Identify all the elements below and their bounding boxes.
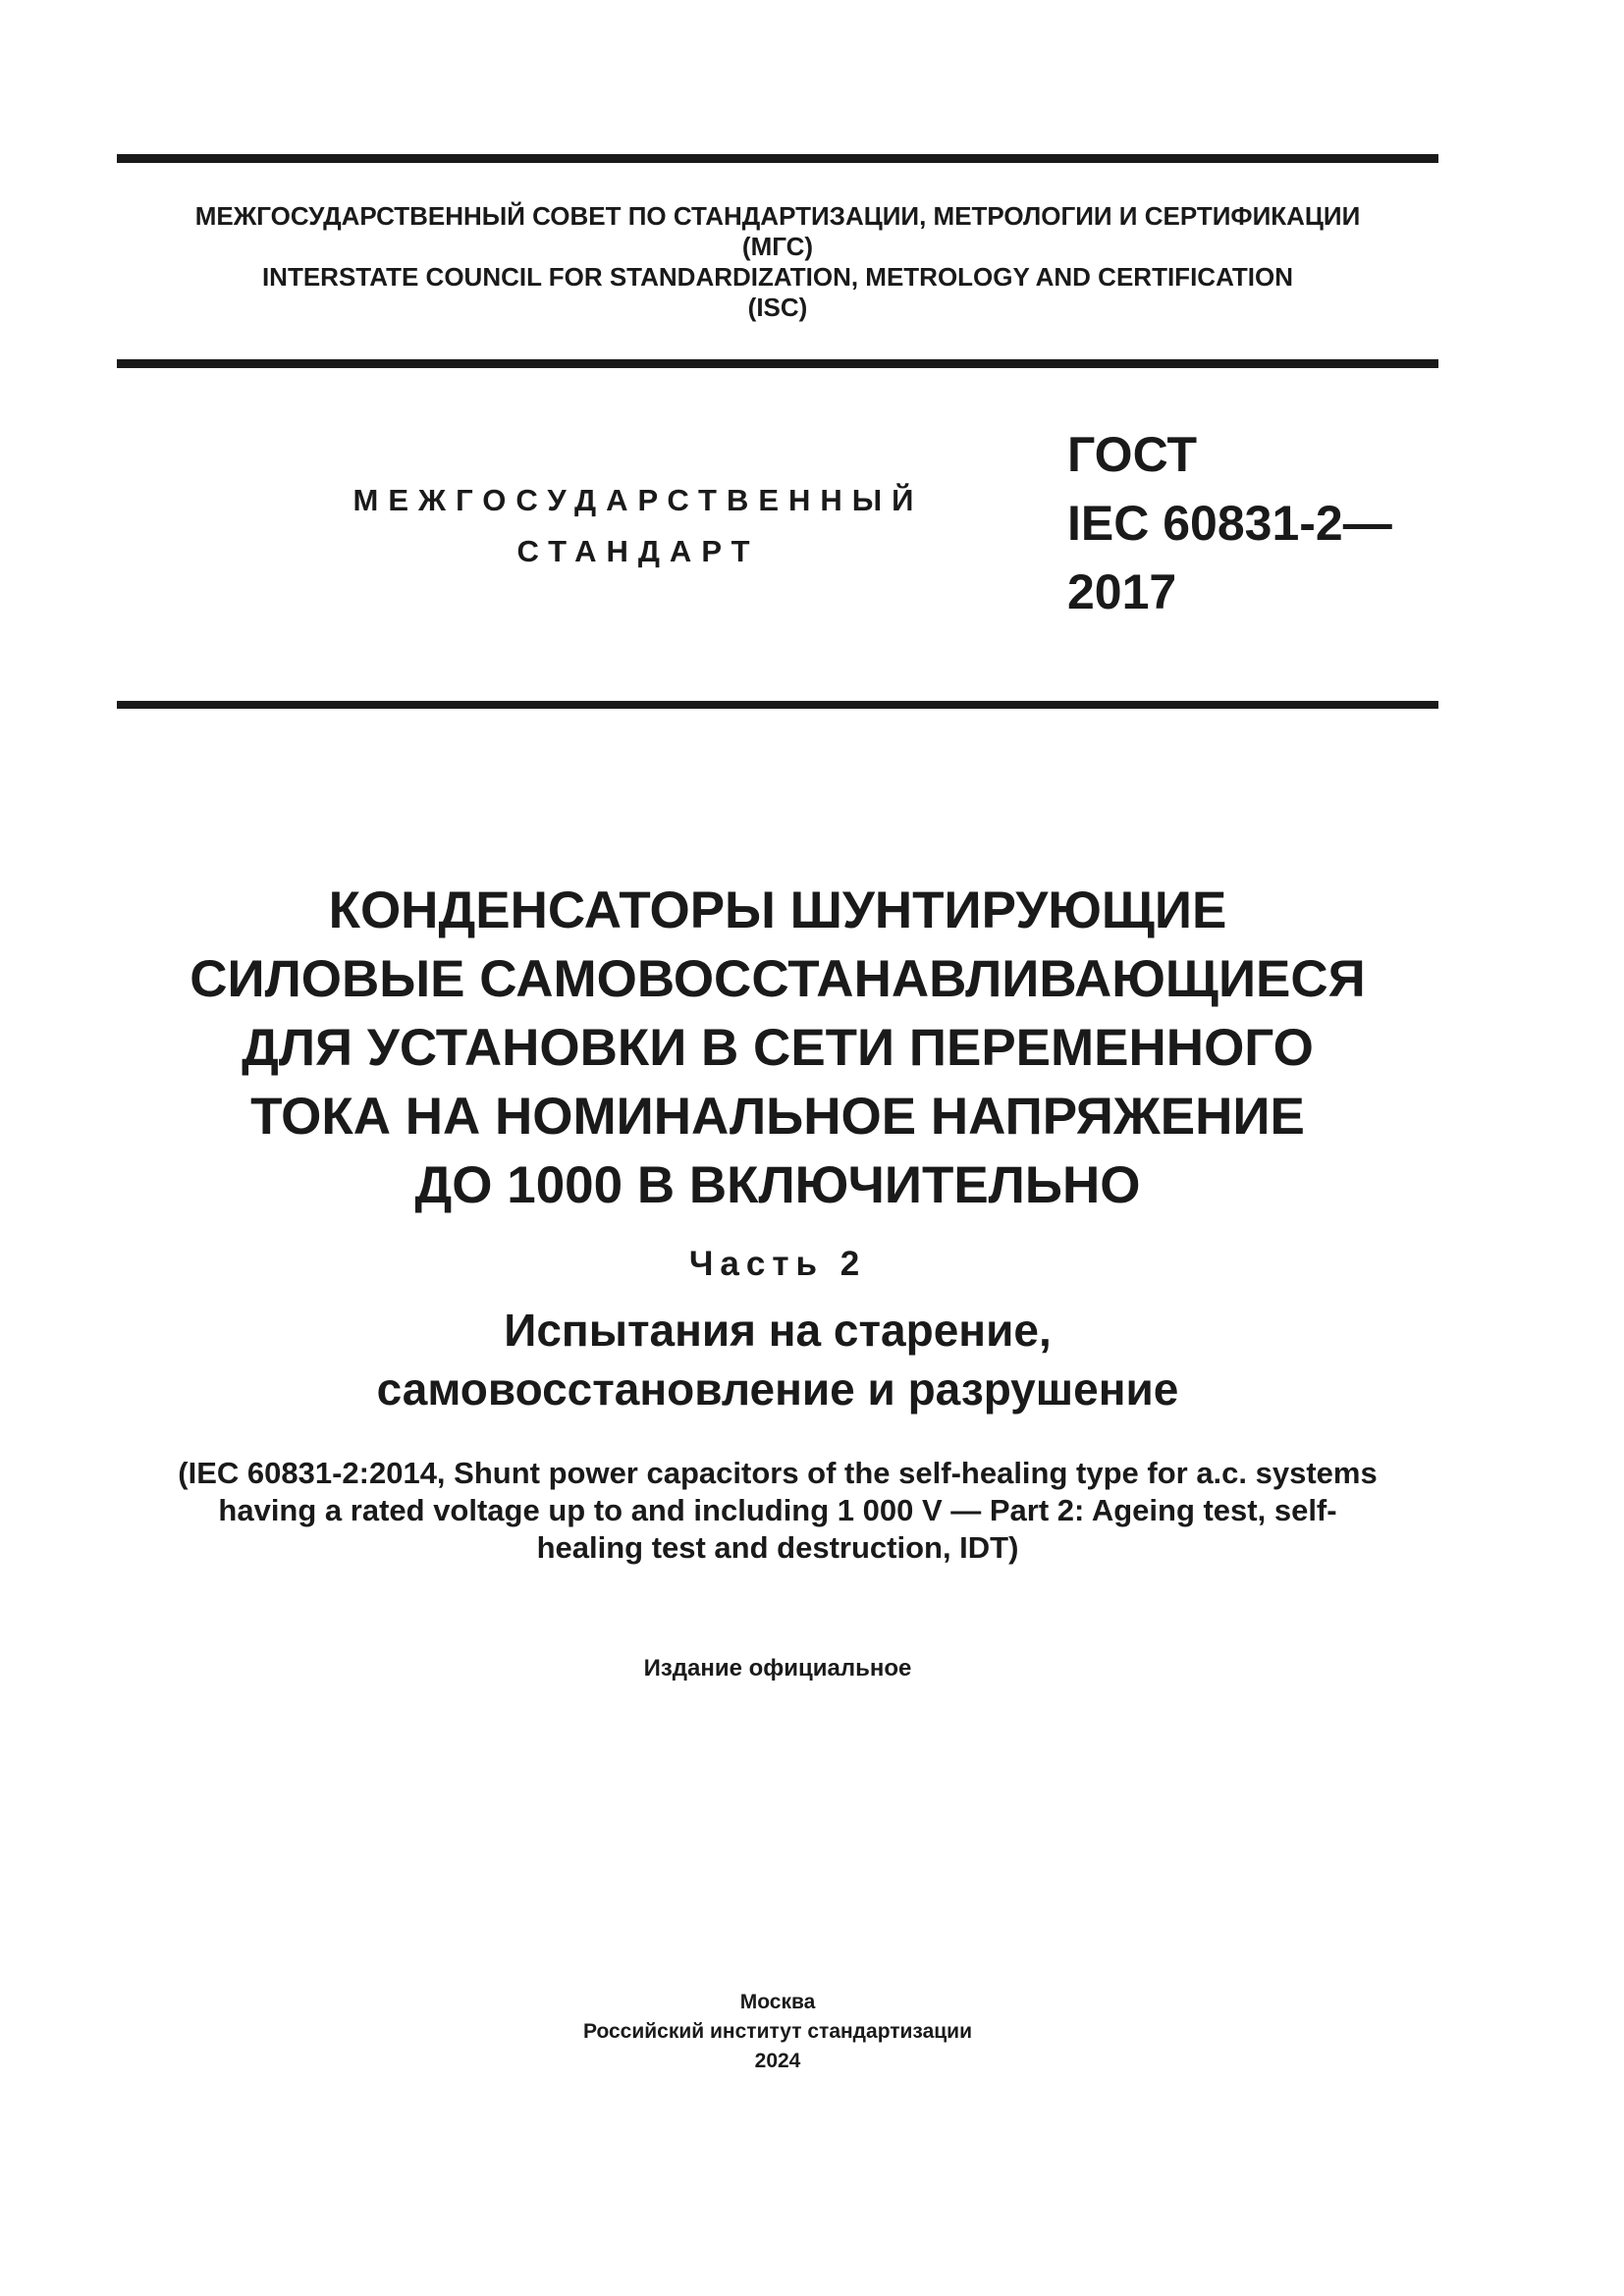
publisher-block [117,1988,1438,2076]
edition-label: Издание официальное [643,1655,912,1682]
council-divider-rule [117,359,1438,368]
header-bottom-rule [117,701,1438,709]
standard-number [1067,420,1460,626]
subtitle-line: Испытания на старение, [504,1305,1052,1356]
publisher-city: Москва [739,1991,816,2013]
part-number: Часть 2 [688,1245,867,1283]
standard-number-line-1: ГОСТ [1067,427,1197,482]
standard-type-line-2: СТАНДАРТ [516,534,760,568]
publication-year: 2024 [754,2050,801,2072]
publisher-name: Российский институт стандартизации [582,2020,973,2043]
title-line: КОНДЕНСАТОРЫ ШУНТИРУЮЩИЕ [328,881,1227,939]
iec-reference-line: (IEC 60831-2:2014, Shunt power capacitors of the self-healing type for a.c. systems [178,1456,1378,1490]
title-line: ДЛЯ УСТАНОВКИ В СЕТИ ПЕРЕМЕННОГО [242,1019,1314,1077]
iec-reference-line: having a rated voltage up to and including 1 000 V — Part 2: Ageing test, self- [218,1493,1337,1527]
iec-reference [117,1455,1438,1567]
standard-type-line-1: МЕЖГОСУДАРСТВЕННЫЙ [352,483,924,517]
standard-number-line-3: 2017 [1067,564,1177,619]
council-header [117,201,1438,323]
council-name-ru: МЕЖГОСУДАРСТВЕННЫЙ СОВЕТ ПО СТАНДАРТИЗАЦИИ, МЕТРОЛОГИИ И СЕРТИФИКАЦИИ [194,201,1361,231]
document-subtitle [117,1301,1438,1418]
title-line: ДО 1000 В ВКЛЮЧИТЕЛЬНО [414,1156,1141,1214]
document-title [117,877,1438,1220]
top-divider-rule [117,154,1438,163]
title-line: ТОКА НА НОМИНАЛЬНОЕ НАПРЯЖЕНИЕ [250,1088,1305,1146]
council-abbr-ru: (МГС) [741,232,814,261]
standard-type-label [324,475,952,577]
standard-number-line-2: IEC 60831-2— [1067,496,1392,551]
council-abbr-en: (ISC) [747,293,808,322]
council-name-en: INTERSTATE COUNCIL FOR STANDARDIZATION, METROLOGY AND CERTIFICATION [261,262,1294,292]
title-line: СИЛОВЫЕ САМОВОССТАНАВЛИВАЮЩИЕСЯ [189,950,1366,1008]
iec-reference-line: healing test and destruction, IDT) [536,1530,1019,1565]
subtitle-line: самовосстановление и разрушение [376,1363,1179,1415]
